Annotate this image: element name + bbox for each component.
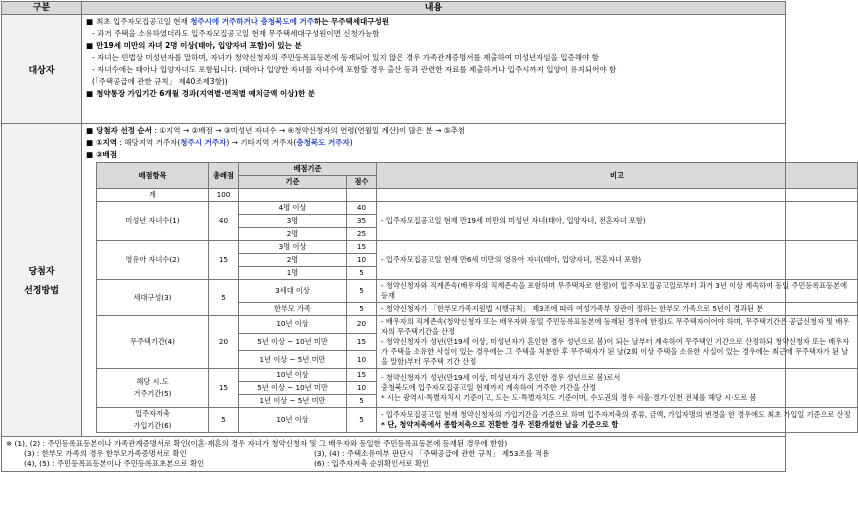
target-line-7: ■ 청약통장 가입기간 6개월 경과(지역별·면적별 예치금액 이상)한 분 (86, 89, 316, 98)
th-note: 비고 (377, 163, 858, 189)
selection-label: 당첨자 선정방법 (2, 124, 82, 437)
item-savings: 입주자저축 가입기간(6) (97, 408, 209, 433)
th-points: 점수 (347, 176, 377, 189)
note-household-1: - 청약신청자와 직계존속(배우자의 직계존속을 포함하며 무주택자로 한정)이 입주자모집공고일로부터 과거 3년 이상 계속하여 동일 주민등록표등본에 등재 (377, 280, 858, 303)
footnote-1: ※ (1), (2) : 주민등록표등본이나 가족관계증명서로 확인(이혼·재혼의 경우 자녀가 청약신청자 및 그 배우자와 동일한 주민등록표등본에 등재된 경우에 한함) (6, 439, 508, 448)
table-row: 세대구성(3) 5 3세대 이상 5 - 청약신청자와 직계존속(배우자의 직계존속을 포함하며 무주택자로 한정)이 입주자모집공고일로부터 과거 3년 이상 계속하여 동일 주민등록표등본에 등재 (97, 280, 858, 303)
note-infants: - 입주자모집공고일 현재 만6세 미만의 영유아 자녀(태아, 입양자녀, 전혼자녀 포함) (377, 241, 858, 280)
note-residence: - 청약신청자가 성년(만19세 이상, 미성년자가 혼인한 경우 성년으로 봄)로서 충청북도에 입주자모집공고일 현재까지 계속하여 거주한 기간을 산정 * 시는 광역시·특별자치시 기준이고, 도는 도·특별자치도 기준이며, 수도권의 경우 서울·경기·인천 전체를 해당 시·도로 봄 (377, 369, 858, 408)
table-row: 5년 이상 ~ 10년 미만 15 (97, 333, 858, 351)
target-content (82, 15, 786, 124)
header-content: 내용 (82, 2, 786, 15)
table-row: 2명 25 (97, 228, 858, 241)
footnotes (2, 437, 786, 472)
th-basis: 기준 (239, 176, 347, 189)
table-row: 입주자저축 가입기간(6) 5 10년 이상 5 - 입주자모집공고일 현재 청약신청자의 가입기간을 기준으로 하며 입주자저축의 종류, 금액, 가입자명의 변경을 한 경우에도 최초 가입일 기준으로 산정 * 단, 청약저축에서 종합저축으로 전환한 경우 전환개설한 날을 기준으로 함 (97, 408, 858, 433)
table-row: 1년 이상 ~ 5년 미만 10 (97, 351, 858, 369)
item-household: 세대구성(3) (97, 280, 209, 316)
target-line-1: ■ 최초 입주자모집공고일 현재 청주시에 거주하거나 충청북도에 거주하는 무주택세대구성원 (86, 17, 390, 26)
score-table (96, 162, 858, 433)
header-row (2, 2, 786, 15)
table-row: 1년 이상 ~ 5년 미만 5 (97, 395, 858, 408)
table-row: 5년 이상 ~ 10년 미만 10 (97, 382, 858, 395)
footnotes-row (2, 437, 786, 472)
footnote-4: (3), (4) : 주택소유여부 판단시 「주택공급에 관한 규칙」 제53조를 적용 (314, 449, 550, 458)
th-item: 배점항목 (97, 163, 209, 189)
score-line: ■ ②배점 (86, 150, 117, 159)
table-row: 한부모 가족 5 - 청약신청자가 「한부모가족지원법 시행규칙」 제3조에 따라 여성가족부 장관이 정하는 한부모 가족으로 5년이 경과된 분 (97, 303, 858, 316)
table-row: 해당 시.도 거주기간(5) 15 10년 이상 15 - 청약신청자가 성년(만19세 이상, 미성년자가 혼인한 경우 성년으로 봄)로서 충청북도에 입주자모집공고일 현재까지 계속하여 거주한 기간을 산정 * 시는 광역시·특별자치시 기준이고, 도는 도·특별자치도 기준이며, 수도권의 경우 서울·경기·인천 전체를 해당 시·도로 봄 (97, 369, 858, 382)
header-category: 구분 (2, 2, 82, 15)
item-nohouse: 무주택기간(4) (97, 316, 209, 369)
footnote-5: (4), (5) : 주민등록표등본이나 주민등록표초본으로 확인 (24, 459, 205, 468)
note-household-2: - 청약신청자가 「한부모가족지원법 시행규칙」 제3조에 따라 여성가족부 장관이 정하는 한부모 가족으로 5년이 경과된 분 (377, 303, 858, 316)
target-line-3: ■ 만19세 미만의 자녀 2명 이상(태아, 입양자녀 포함)이 있는 분 (86, 41, 302, 50)
table-row: 1명 5 (97, 267, 858, 280)
footnote-3: (3) : 한부모 가족의 경우 한부모가족증명서로 확인 (24, 449, 187, 458)
note-savings: - 입주자모집공고일 현재 청약신청자의 가입기간을 기준으로 하며 입주자저축의 종류, 금액, 가입자명의 변경을 한 경우에도 최초 가입일 기준으로 산정 * 단, 청약저축에서 종합저축으로 전환한 경우 전환개설한 날을 기준으로 함 (377, 408, 858, 433)
sum-row: 계 100 (97, 189, 858, 202)
item-residence: 해당 시.도 거주기간(5) (97, 369, 209, 408)
target-line-4: - 자녀는 민법상 미성년자를 말하며, 자녀가 청약신청자의 주민등록표등본에 등재되어 있지 않은 경우 가족관계증명서를 제출하여 미성년자임을 입증해야 함 (92, 53, 599, 62)
document-page (1, 1, 851, 516)
item-children: 미성년 자녀수(1) (97, 202, 209, 241)
table-row: 영유아 자녀수(2) 15 3명 이상 15 - 입주자모집공고일 현재 만6세 미만의 영유아 자녀(태아, 입양자녀, 전혼자녀 포함) (97, 241, 858, 254)
table-row: 3명 35 (97, 215, 858, 228)
target-line-6: (「주택공급에 관한 규칙」 제40조제3항)) (92, 77, 228, 86)
note-children: - 입주자모집공고일 현재 만19세 미만의 미성년 자녀(태아, 입양자녀, 전혼자녀 포함) (377, 202, 858, 241)
main-table (1, 1, 851, 472)
target-row (2, 15, 786, 124)
note-nohouse: - 배우자의 직계존속(청약신청자 또는 배우자와 동일 주민등록표등본에 등재된 경우에 한정)도 무주택자이어야 하며, 무주택기간은 공급신청자 및 배우자의 무주택기간을 산정 - 청약신청자가 성년(만19세 이상, 미성년자가 혼인한 경우 성년으로 봄)이 되는 날부터 계속하여 무주택인 기간으로 산정하되 청약신청자 또는 배우자가 주택을 소유한 사실이 있는 경우에는 그 주택을 처분한 후 무주택자가 된 날(2회 이상 주택을 소유한 사실이 있는 경우에는 최근에 무주택자가 된 날을 말함)부터 무주택 기간 산정 (377, 316, 858, 369)
selection-content (82, 124, 851, 437)
order-line: ■ 당첨자 선정 순서 : ①지역 → ②배점 → ③미성년 자녀수 → ④청약신청자의 연령(연월일 계산)이 많은 분 → ⑤추첨 (86, 126, 466, 135)
footnote-6: (6) : 입주자저축 순위확인서로 확인 (314, 459, 430, 468)
region-line: ■ ①지역 : 해당지역 거주자(청주시 거주자) → 기타지역 거주자(충청북도 거주자) (86, 138, 353, 147)
table-row: 무주택기간(4) 20 10년 이상 20 - 배우자의 직계존속(청약신청자 또는 배우자와 동일 주민등록표등본에 등재된 경우에 한정)도 무주택자이어야 하며, 무주택기간은 공급신청자 및 배우자의 무주택기간을 산정 - 청약신청자가 성년(만19세 이상, 미성년자가 혼인한 경우 성년으로 봄)이 되는 날부터 계속하여 무주택인 기간으로 산정하되 청약신청자 또는 배우자가 주택을 소유한 사실이 있는 경우에는 그 주택을 처분한 후 무주택자가 된 날(2회 이상 주택을 소유한 사실이 있는 경우에는 최근에 무주택자가 된 날을 말함)부터 무주택 기간 산정 (97, 316, 858, 334)
target-line-2: - 과거 주택을 소유하였더라도 입주자모집공고일 현재 무주택세대구성원이면 신청가능함 (92, 29, 380, 38)
target-line-5: - 자녀수에는 태아나 입양자녀도 포함됩니다. (태아나 입양한 자녀를 자녀수에 포함할 경우 출산 등과 관련한 자료를 제출하거나 입주시까지 입양이 유지되어야 함 (92, 65, 617, 74)
target-label: 대상자 (2, 15, 82, 124)
selection-row (2, 124, 786, 437)
table-row: 2명 10 (97, 254, 858, 267)
th-criteria: 배점기준 (239, 163, 377, 176)
table-row: 미성년 자녀수(1) 40 4명 이상 40 - 입주자모집공고일 현재 만19세 미만의 미성년 자녀(태아, 입양자녀, 전혼자녀 포함) (97, 202, 858, 215)
item-infants: 영유아 자녀수(2) (97, 241, 209, 280)
th-total: 총배점 (209, 163, 239, 189)
